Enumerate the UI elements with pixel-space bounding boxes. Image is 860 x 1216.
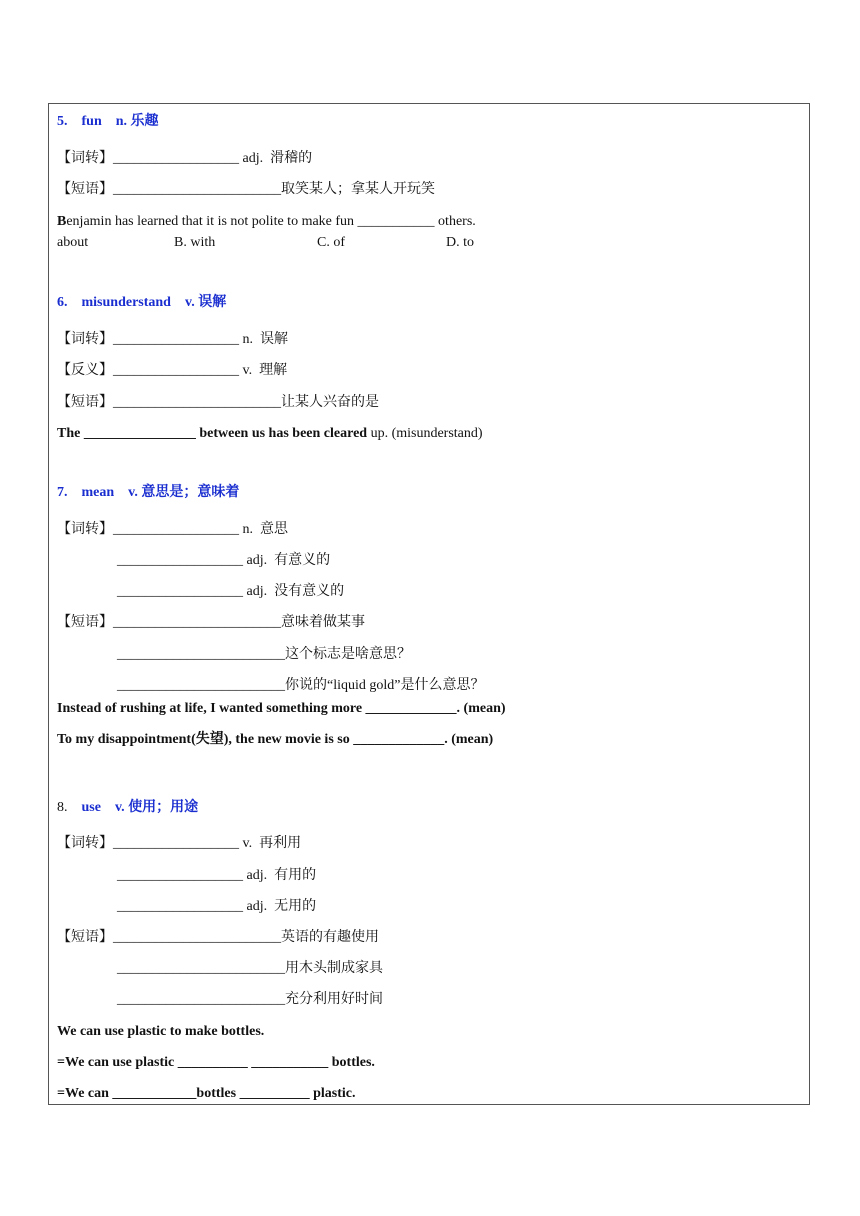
- sec8-word-transform: 【词转】__________________ v. 再利用: [57, 836, 302, 851]
- choice-d: D. to: [446, 235, 474, 250]
- sec7-word-transform-3: __________________ adj. 没有意义的: [117, 584, 345, 599]
- section-5-heading: 5. fun n. 乐趣: [57, 114, 159, 129]
- choice-b: B. with: [174, 235, 216, 250]
- sec5-phrase: 【短语】________________________取笑某人；拿某人开玩笑: [57, 182, 435, 197]
- sec8-word-transform-2: __________________ adj. 有用的: [117, 868, 317, 883]
- section-7-heading: 7. mean v. 意思是；意味着: [57, 485, 240, 500]
- sec7-phrase-2: ________________________这个标志是啥意思？: [117, 647, 411, 662]
- sec6-phrase: 【短语】________________________让某人兴奋的是: [57, 395, 379, 410]
- section-8-heading: 8. use v. 使用；用途: [57, 800, 199, 815]
- choice-c: C. of: [317, 235, 345, 250]
- sec8-sentence: We can use plastic to make bottles.: [57, 1024, 265, 1039]
- sec8-rewrite-2: =We can ____________bottles __________ plastic.: [57, 1086, 356, 1101]
- sec7-word-transform-2: __________________ adj. 有意义的: [117, 553, 331, 568]
- exercise-box: [48, 103, 810, 1105]
- sec6-antonym: 【反义】__________________ v. 理解: [57, 363, 288, 378]
- sec8-word-transform-3: __________________ adj. 无用的: [117, 899, 317, 914]
- sec8-phrase-2: ________________________用木头制成家具: [117, 961, 383, 976]
- sec7-phrase-3: ________________________你说的“liquid gold”是什么意思？: [117, 678, 485, 693]
- choice-a: about: [57, 235, 89, 250]
- sec5-word-transform: 【词转】__________________ adj. 滑稽的: [57, 151, 313, 166]
- sec6-word-transform: 【词转】__________________ n. 误解: [57, 332, 288, 347]
- section-6-heading: 6. misunderstand v. 误解: [57, 295, 227, 310]
- sec5-question: Benjamin has learned that it is not polite to make fun ___________ others.: [57, 214, 476, 229]
- sec8-rewrite-1: =We can use plastic __________ ___________ bottles.: [57, 1055, 375, 1070]
- sec8-phrase: 【短语】________________________英语的有趣使用: [57, 930, 379, 945]
- sec7-phrase: 【短语】________________________意味着做某事: [57, 615, 365, 630]
- sec8-phrase-3: ________________________充分利用好时间: [117, 992, 383, 1007]
- sec7-question-1: Instead of rushing at life, I wanted something more _____________. (mean): [57, 701, 506, 716]
- sec7-word-transform: 【词转】__________________ n. 意思: [57, 522, 288, 537]
- sec7-question-2: To my disappointment(失望), the new movie is so _____________. (mean): [57, 732, 494, 747]
- sec6-question: The ________________ between us has been cleared up. (misunderstand): [57, 426, 483, 441]
